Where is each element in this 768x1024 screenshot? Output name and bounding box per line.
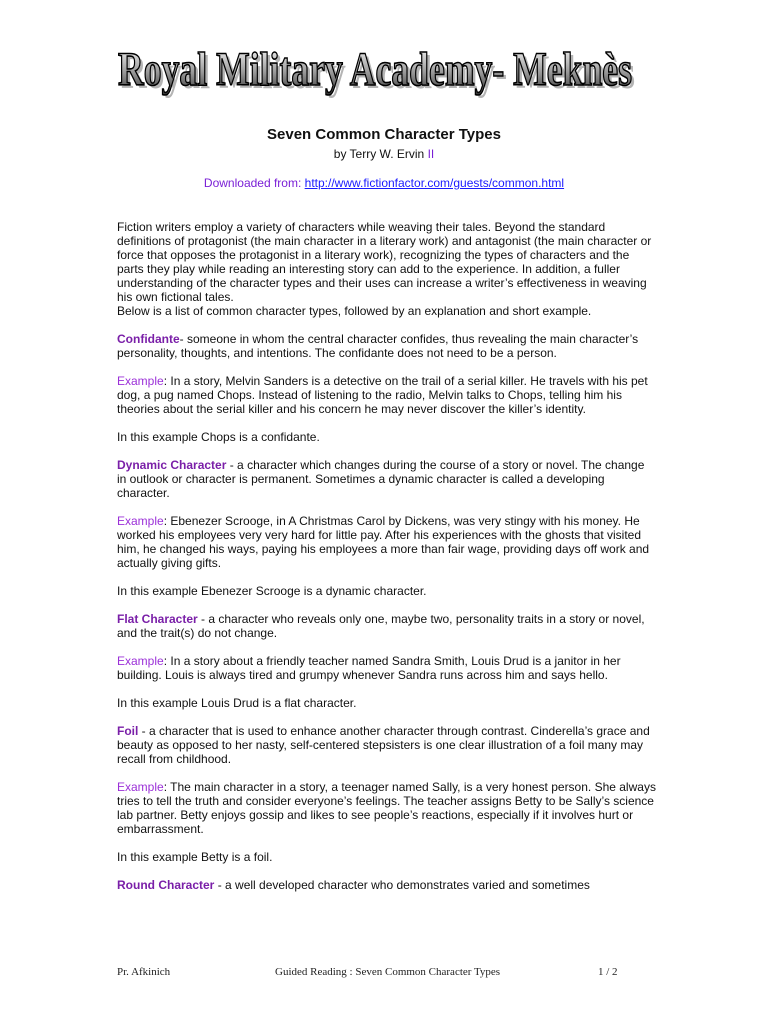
dynamic-example-text: : Ebenezer Scrooge, in A Christmas Carol by Dickens, was very stingy with his money. He worked his employees very very hard for little pay. After his experiences with the ghosts that visited him, he changed his ways, paying his employees a more than fair wage, providing days off work and actually giving gifts. <box>117 514 650 570</box>
banner-title <box>110 38 640 100</box>
dynamic-text: - a character which changes during the course of a story or novel. The change in outlook or character is permanent. Sometimes a dynamic character is called a developing character. <box>117 458 645 500</box>
document-body <box>117 220 657 906</box>
term-confidante: Confidante <box>117 332 180 346</box>
banner-shadow: Royal Military Academy- Meknès <box>121 46 635 99</box>
confidante-text: - someone in whom the central character confides, thus revealing the main character’s personality, thoughts, and intentions. The confidante does not need to be a person. <box>117 332 639 360</box>
term-round: Round Character <box>117 878 215 892</box>
example-label: Example <box>117 374 164 388</box>
round-definition <box>117 878 657 892</box>
source-link[interactable]: http://www.fictionfactor.com/guests/common.html <box>304 176 565 190</box>
flat-definition <box>117 612 657 640</box>
footer-title: Guided Reading : Seven Common Character Types <box>275 966 501 978</box>
term-flat: Flat Character <box>117 612 198 626</box>
page-footer <box>0 966 768 982</box>
round-text: - a well developed character who demonstrates varied and sometimes <box>214 878 590 892</box>
download-source <box>0 176 768 190</box>
dynamic-definition <box>117 458 657 500</box>
footer-author: Pr. Afkinich <box>117 966 171 978</box>
intro-list-note: Below is a list of common character types, followed by an explanation and short example. <box>117 304 592 318</box>
banner-text: Royal Military Academy- Meknès <box>118 43 632 96</box>
confidante-definition <box>117 332 657 360</box>
document-title: Seven Common Character Types <box>267 126 501 143</box>
confidante-example <box>117 374 657 416</box>
flat-text: - a character who reveals only one, maybe two, personality traits in a story or novel, and the trait(s) do not change. <box>117 612 645 640</box>
dynamic-example <box>117 514 657 570</box>
flat-example-text: : In a story about a friendly teacher named Sandra Smith, Louis Drud is a janitor in her building. Louis is always tired and grumpy whenever Sandra runs across him and says hello. <box>117 654 621 682</box>
foil-example-text: : The main character in a story, a teenager named Sally, is a very honest person. She always tries to tell the truth and consider everyone’s feelings. The teacher assigns Betty to be Sally’s science lab partner. Betty enjoys gossip and likes to see people’s reactions, especially if it involves hurt or embarrassment. <box>117 780 656 836</box>
page-number: 1 / 2 <box>598 966 618 978</box>
download-label: Downloaded from: <box>203 176 305 190</box>
dynamic-conclusion: In this example Ebenezer Scrooge is a dynamic character. <box>117 584 427 598</box>
foil-definition <box>117 724 657 766</box>
example-label: Example <box>117 780 164 794</box>
term-dynamic: Dynamic Character <box>117 458 227 472</box>
example-label: Example <box>117 654 164 668</box>
example-label: Example <box>117 514 164 528</box>
author-suffix: II <box>427 147 435 161</box>
flat-example <box>117 654 657 682</box>
author-byline <box>0 147 768 161</box>
foil-text: - a character that is used to enhance another character through contrast. Cinderella’s grace and beauty as opposed to her nasty, self-centered stepsisters is one clear illustration of a foil many may recall from childhood. <box>117 724 650 766</box>
intro-paragraph: Fiction writers employ a variety of characters while weaving their tales. Beyond the standard definitions of protagonist (the main character in a literary work) and antagonist (the main character or force that opposes the protagonist in a literary work), recognizing the types of characters and the parts they play while reading an interesting story can add to the experience. In addition, a fuller understanding of the character types and their uses can increase a writer’s effectiveness in weaving his own fictional tales. <box>117 220 652 304</box>
term-foil: Foil <box>117 724 139 738</box>
foil-conclusion: In this example Betty is a foil. <box>117 850 273 864</box>
author-name: by Terry W. Ervin <box>333 147 428 161</box>
flat-conclusion: In this example Louis Drud is a flat character. <box>117 696 357 710</box>
confidante-conclusion: In this example Chops is a confidante. <box>117 430 320 444</box>
confidante-example-text: : In a story, Melvin Sanders is a detective on the trail of a serial killer. He travels with his pet dog, a pug named Chops. Instead of listening to the radio, Melvin talks to Chops, telling him his theories about the serial killer and his concern he may never discover the killer’s identity. <box>117 374 648 416</box>
foil-example <box>117 780 657 836</box>
